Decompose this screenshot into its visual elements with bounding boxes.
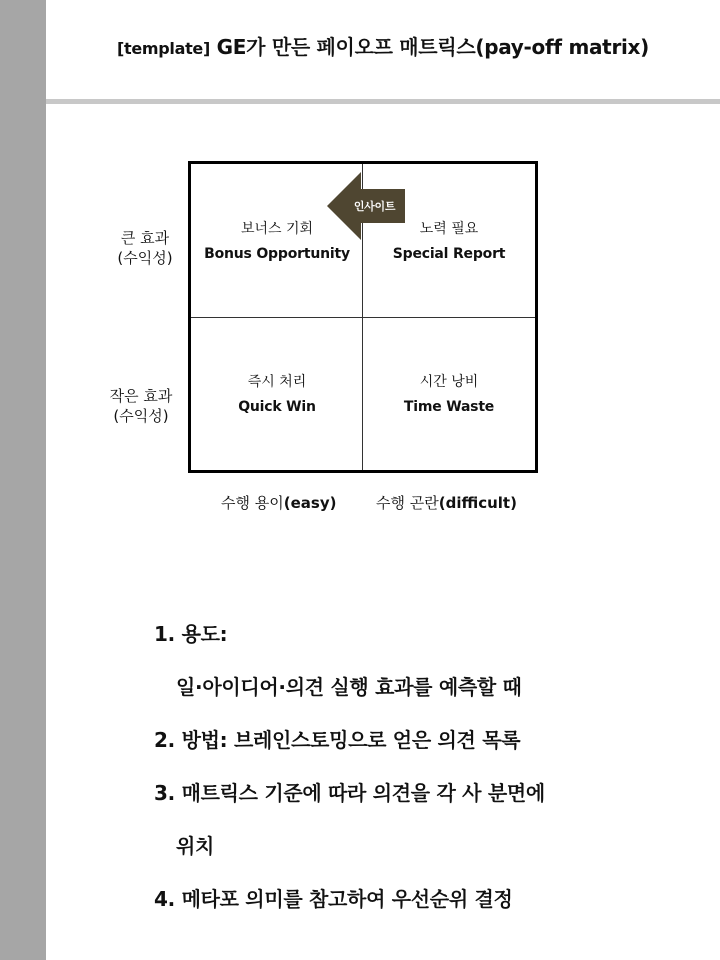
quadrant-en-label: Special Report	[392, 246, 506, 262]
x-axis-label-easy	[221, 492, 336, 513]
y-axis-high-line2: (수익성)	[117, 249, 173, 267]
matrix-horizontal-divider	[191, 317, 535, 318]
insight-arrow-callout	[327, 172, 405, 240]
title-text: GE가 만든 페이오프 매트릭스(pay-off matrix)	[210, 35, 650, 59]
quadrant-ko-label: 노력 필요	[419, 221, 479, 237]
list-item-priority: 4. 메타포 의미를 참고하여 우선순위 결정	[154, 887, 513, 911]
y-axis-low-line2: (수익성)	[113, 407, 169, 425]
list-item-usage: 1. 용도:	[154, 622, 228, 646]
list-item-placement-cont: 위치	[176, 834, 215, 858]
slide-title	[46, 31, 720, 60]
x-axis-easy-latin: (easy)	[283, 494, 337, 512]
y-axis-label-high	[100, 228, 190, 268]
y-axis-label-low	[96, 386, 186, 426]
list-item-placement: 3. 매트릭스 기준에 따라 의견을 각 사 분면에	[154, 781, 545, 805]
y-axis-high-line1: 큰 효과	[120, 229, 170, 247]
quadrant-quick-win	[191, 371, 363, 415]
left-sidebar-bar	[0, 0, 46, 960]
title-divider	[46, 99, 720, 104]
quadrant-ko-label: 보너스 기회	[240, 221, 314, 237]
x-axis-easy-ko: 수행 용이	[221, 494, 284, 512]
list-item-method: 2. 방법: 브레인스토밍으로 얻은 의견 목록	[154, 728, 521, 752]
quadrant-ko-label: 즉시 처리	[247, 374, 307, 390]
x-axis-label-difficult	[376, 492, 517, 513]
quadrant-ko-label: 시간 낭비	[419, 374, 479, 390]
quadrant-en-label: Bonus Opportunity	[204, 246, 350, 262]
instruction-list	[154, 618, 694, 936]
quadrant-en-label: Quick Win	[238, 399, 316, 415]
x-axis-difficult-ko: 수행 곤란	[376, 494, 439, 512]
quadrant-en-label: Time Waste	[403, 399, 495, 415]
list-item-usage-body: 일·아이디어·의견 실행 효과를 예측할 때	[176, 675, 522, 699]
y-axis-low-line1: 작은 효과	[109, 387, 173, 405]
x-axis-difficult-latin: (difficult)	[438, 494, 517, 512]
insight-label: 인사이트	[353, 200, 396, 213]
title-tag: [template]	[116, 39, 211, 58]
quadrant-time-waste	[363, 371, 535, 415]
